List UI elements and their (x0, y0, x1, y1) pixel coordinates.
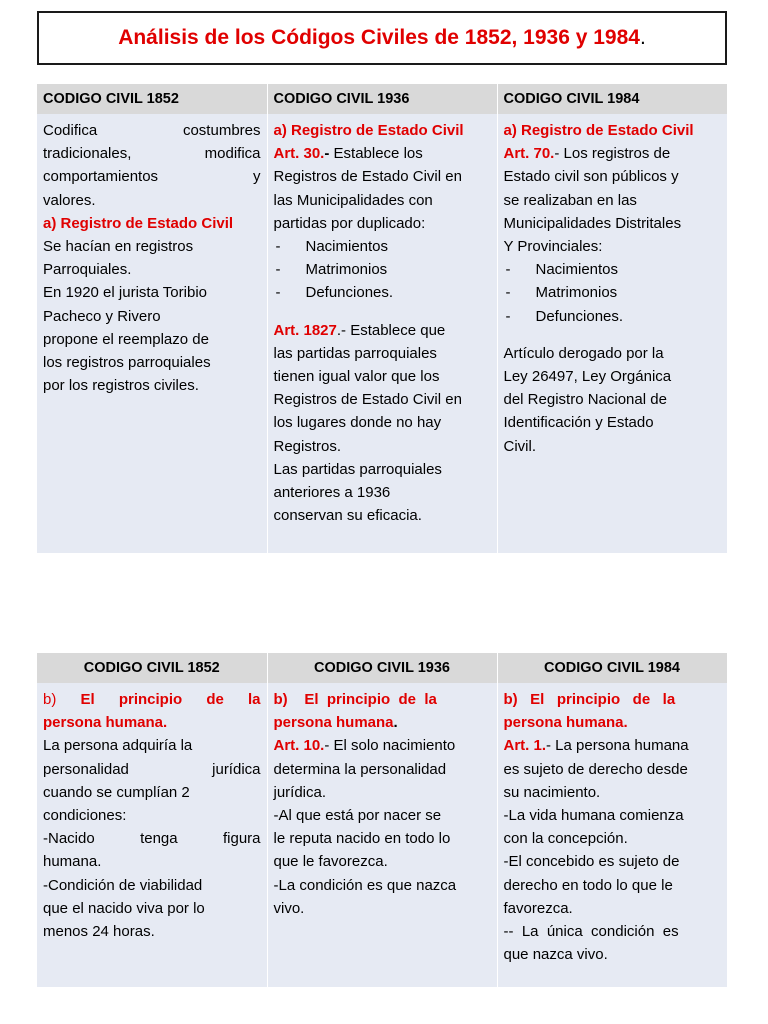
list-item: - Nacimientos (274, 235, 491, 258)
section-heading: b) El principio de la (503, 691, 676, 708)
heading-dot: . (393, 714, 398, 732)
text-line: las partidas parroquiales (273, 344, 437, 362)
header-1936: CODIGO CIVIL 1936 (267, 653, 497, 683)
article-label: Art. 30. (273, 145, 325, 163)
text-line: Registros de Estado Civil en (273, 391, 462, 409)
list-item: - Defunciones. (504, 305, 721, 328)
text-line: las Municipalidades con (273, 191, 433, 209)
text-line: personalidad (43, 760, 129, 778)
header-1852: CODIGO CIVIL 1852 (37, 653, 267, 683)
heading-word: de (206, 691, 224, 708)
text-line: La persona adquiría la (43, 737, 193, 755)
text-line: favorezca. (503, 899, 573, 917)
section-heading: a) Registro de Estado Civil (273, 122, 464, 139)
heading-word: El (80, 691, 95, 708)
text-line: conservan su eficacia. (273, 507, 422, 525)
title-dot: . (639, 26, 646, 49)
header-1936: CODIGO CIVIL 1936 (267, 84, 497, 114)
list-item: - Nacimientos (504, 258, 721, 281)
text-line: derecho en todo lo que le (503, 876, 673, 894)
text-line: es sujeto de derecho desde (503, 760, 688, 778)
list-item: - Matrimonios (274, 258, 491, 281)
text-line: tradicionales, (43, 145, 132, 163)
text-line: Parroquiales. (43, 261, 132, 279)
section-heading: persona humana. (43, 714, 168, 732)
article-label: Art. 70. (503, 145, 555, 163)
text-line: los registros parroquiales (43, 354, 211, 372)
table-header-row (37, 84, 727, 114)
text-line: -Al que está por nacer se (273, 807, 442, 825)
text-line: Establece los (329, 145, 423, 163)
table-row (37, 683, 727, 987)
text-line: - La persona humana (546, 737, 689, 755)
text-line: figura (222, 830, 261, 848)
article-dash: - (324, 145, 330, 163)
text-line: -Condición de viabilidad (43, 876, 203, 894)
text-line: y (253, 168, 261, 186)
text-line: tenga (140, 830, 178, 848)
text-line: con la concepción. (503, 830, 628, 848)
text-line: En 1920 el jurista Toribio (43, 284, 207, 302)
text-line: que le favorezca. (273, 853, 388, 871)
text-line: que el nacido viva por lo (43, 899, 205, 917)
text-line: se realizaban en las (503, 191, 637, 209)
text-line: humana. (43, 853, 102, 871)
text-line: Y Provinciales: (503, 238, 603, 256)
text-line: -- La única condición es (503, 923, 679, 941)
cell-1852-persona (37, 683, 267, 987)
text-line: Identificación y Estado (503, 414, 654, 432)
cell-1936-registro (267, 114, 497, 553)
cell-1984-registro (497, 114, 727, 553)
text-line: partidas por duplicado: (273, 214, 426, 232)
text-line: condiciones: (43, 807, 127, 825)
text-line: Estado civil son públicos y (503, 168, 679, 186)
title-text: Análisis de los Códigos Civiles de 1852, 1936 y 1984 (118, 26, 640, 49)
table-row (37, 114, 727, 553)
cell-1852-registro (37, 114, 267, 553)
text-line: del Registro Nacional de (503, 391, 667, 409)
cell-1936-persona (267, 683, 497, 987)
heading-word: principio (118, 691, 183, 708)
text-line: Las partidas parroquiales (273, 460, 442, 478)
text-line: - El solo nacimiento (324, 737, 456, 755)
table-registro-estado-civil (37, 84, 728, 553)
text-line: jurídica (212, 760, 261, 778)
text-line: costumbres (182, 122, 261, 139)
header-1984: CODIGO CIVIL 1984 (497, 84, 727, 114)
article-label: Art. 1. (503, 737, 547, 755)
cell-1984-persona (497, 683, 727, 987)
text-line: tienen igual valor que los (273, 368, 440, 386)
text-line: propone el reemplazo de (43, 330, 209, 348)
section-heading: b) El principio de la (273, 691, 437, 708)
text-line: menos 24 horas. (43, 923, 155, 941)
text-line: le reputa nacido en todo lo (273, 830, 451, 848)
text-line: -La condición es que nazca (273, 876, 457, 894)
text-line: Registros de Estado Civil en (273, 168, 462, 186)
text-line: valores. (43, 191, 96, 209)
list-item: - Defunciones. (274, 281, 491, 304)
header-1984: CODIGO CIVIL 1984 (497, 653, 727, 683)
header-1852: CODIGO CIVIL 1852 (37, 84, 267, 114)
text-line: -El concebido es sujeto de (503, 853, 680, 871)
text-line: Ley 26497, Ley Orgánica (503, 368, 672, 386)
list-item: - Matrimonios (504, 281, 721, 304)
section-heading: a) Registro de Estado Civil (43, 214, 234, 232)
text-line: Registros. (273, 437, 342, 455)
section-heading: persona humana (273, 714, 394, 732)
section-heading: persona humana. (503, 714, 628, 732)
text-line: que nazca vivo. (503, 946, 608, 964)
text-line: Pacheco y Rivero (43, 307, 161, 325)
article-label: Art. 10. (273, 737, 325, 755)
text-line: Codifica (43, 122, 98, 139)
text-line: -La vida humana comienza (503, 807, 684, 825)
text-line: vivo. (273, 899, 305, 917)
text-line: Se hacían en registros (43, 238, 194, 256)
text-line: los lugares donde no hay (273, 414, 442, 432)
text-line: jurídica. (273, 783, 327, 801)
section-heading: a) Registro de Estado Civil (503, 122, 694, 139)
text-line: anteriores a 1936 (273, 484, 391, 502)
text-line: Civil. (503, 437, 536, 455)
text-line: .- Establece que (336, 321, 446, 339)
heading-word: la (248, 691, 261, 708)
heading-word: b) (43, 691, 57, 708)
article-label: Art. 1827 (273, 321, 337, 339)
text-line: - Los registros de (554, 145, 671, 163)
text-line: comportamientos (43, 168, 159, 186)
text-line: su nacimiento. (503, 783, 601, 801)
text-line: -Nacido (43, 830, 95, 848)
text-line: Municipalidades Distritales (503, 214, 682, 232)
text-line: por los registros civiles. (43, 377, 199, 395)
text-line: cuando se cumplían 2 (43, 783, 190, 801)
section-heading (43, 688, 261, 711)
document-title (37, 11, 727, 65)
table-header-row (37, 653, 727, 683)
table-principio-persona (37, 653, 728, 987)
text-line: modifica (204, 145, 261, 163)
text-line: Artículo derogado por la (503, 344, 664, 362)
text-line: determina la personalidad (273, 760, 447, 778)
